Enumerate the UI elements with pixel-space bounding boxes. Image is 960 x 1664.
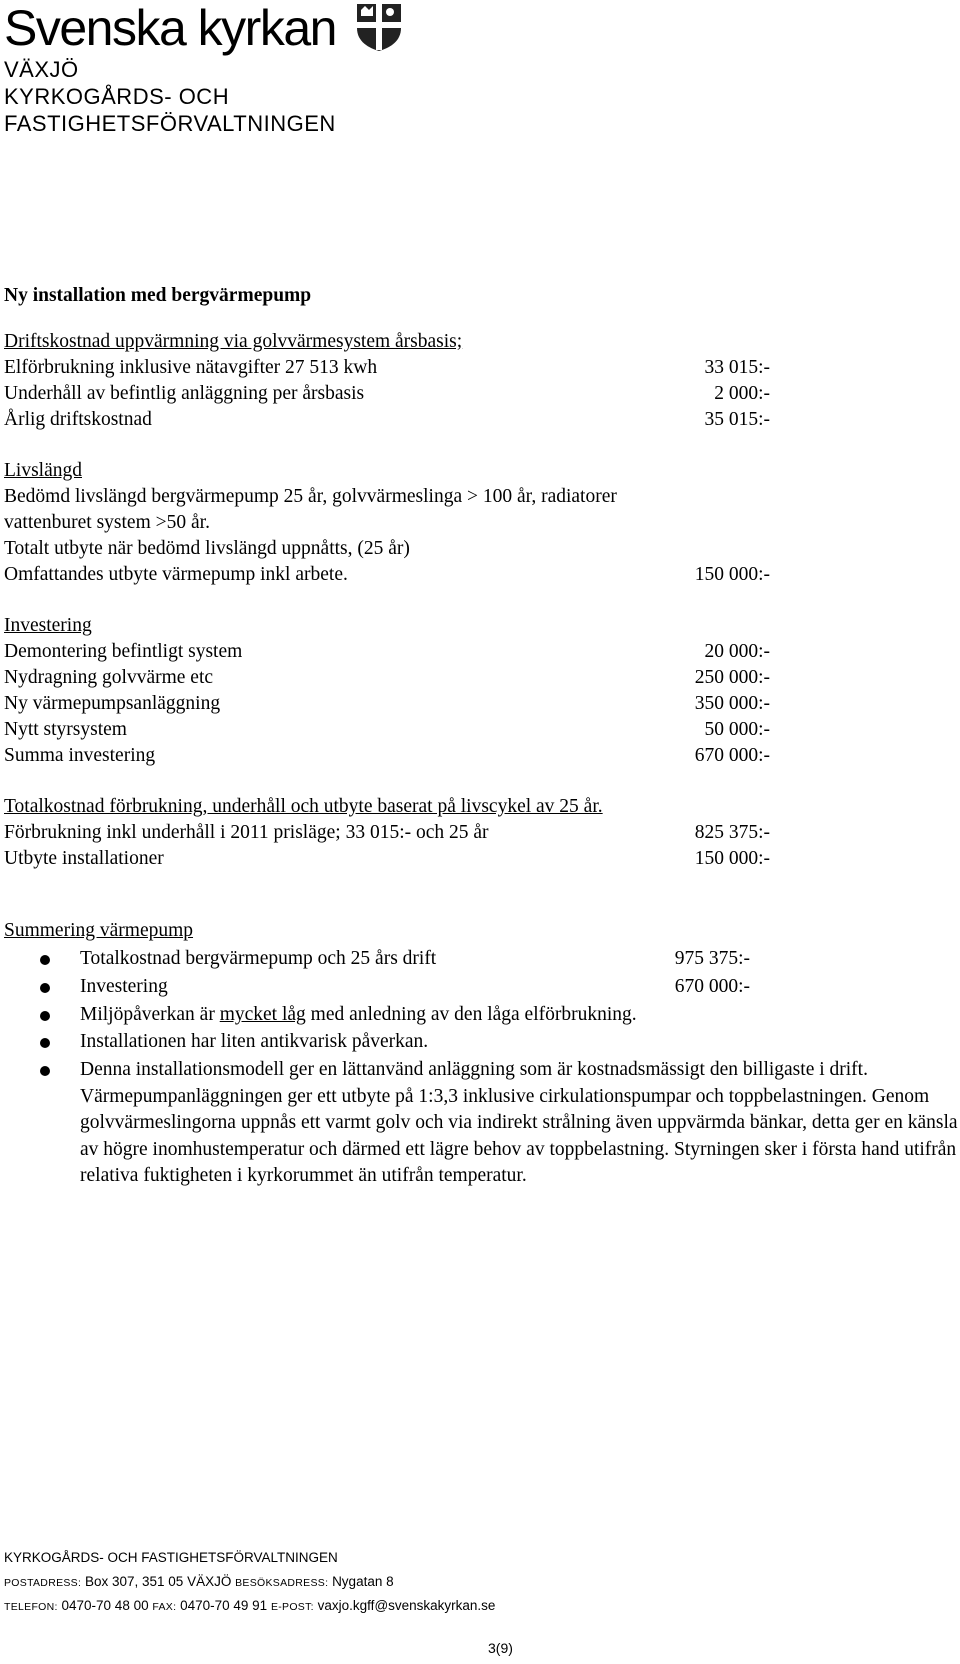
investering-row-amount: 350 000:- xyxy=(694,693,770,714)
footer-besok: Nygatan 8 xyxy=(332,1574,394,1589)
footer-postadress-label: POSTADRESS: xyxy=(4,1577,82,1589)
totalkostnad-row-label: Förbrukning inkl underhåll i 2011 prisläge; 33 015:- och 25 år xyxy=(4,822,489,843)
livslangd-line: vattenburet system >50 år. xyxy=(4,512,210,533)
footer-epost-label: E-POST: xyxy=(270,1601,314,1613)
investering-row-amount: 670 000:- xyxy=(694,745,770,766)
livslangd-heading: Livslängd xyxy=(4,460,82,481)
investering-row-label: Nydragning golvvärme etc xyxy=(4,667,214,688)
summering-item-miljo xyxy=(80,1004,637,1026)
page-number: 3(9) xyxy=(488,1640,513,1656)
totalkostnad-row-label: Utbyte installationer xyxy=(4,848,164,869)
org-name: Svenska kyrkan xyxy=(4,0,336,56)
footer-epost: vaxjo.kgff@svenskakyrkan.se xyxy=(317,1598,496,1613)
investering-row-label: Demontering befintligt system xyxy=(4,641,243,662)
bullet-icon xyxy=(40,983,50,993)
investering-heading: Investering xyxy=(4,615,92,636)
investering-row-amount: 20 000:- xyxy=(704,641,770,662)
drift-heading: Driftskostnad uppvärmning via golvvärmesystem årsbasis; xyxy=(4,331,463,352)
footer-contact-line xyxy=(4,1598,495,1613)
investering-row-label: Nytt styrsystem xyxy=(4,719,127,740)
drift-row-amount: 33 015:- xyxy=(704,357,770,378)
livslangd-line: Omfattandes utbyte värmepump inkl arbete. xyxy=(4,564,348,585)
totalkostnad-row-amount: 825 375:- xyxy=(694,822,770,843)
summering-item-label: Investering xyxy=(80,976,168,997)
drift-row-label: Elförbrukning inklusive nätavgifter 27 513 kwh xyxy=(4,357,378,378)
summering-item-label: Totalkostnad bergvärmepump och 25 års drift xyxy=(80,948,437,969)
miljo-text-emphasis: mycket låg xyxy=(219,1004,306,1025)
drift-row-amount: 35 015:- xyxy=(704,409,770,430)
bullet-icon xyxy=(40,1038,50,1048)
org-sub-line1: VÄXJÖ xyxy=(4,57,79,82)
footer-postadress: Box 307, 351 05 VÄXJÖ xyxy=(84,1574,232,1589)
investering-row-label: Summa investering xyxy=(4,745,156,766)
org-sub-line3: FASTIGHETSFÖRVALTNINGEN xyxy=(4,111,336,136)
summering-item-amount: 975 375:- xyxy=(674,948,750,969)
livslangd-line: Bedömd livslängd bergvärmepump 25 år, golvvärmeslinga > 100 år, radiatorer xyxy=(4,486,617,507)
footer-fax-label: FAX: xyxy=(152,1601,177,1613)
summering-item-antikvarisk: Installationen har liten antikvarisk påverkan. xyxy=(80,1031,429,1052)
miljo-text-post: med anledning av den låga elförbrukning. xyxy=(305,1004,637,1025)
document-title: Ny installation med bergvärmepump xyxy=(4,285,312,306)
drift-row-label: Årlig driftskostnad xyxy=(4,409,152,430)
drift-row-label: Underhåll av befintlig anläggning per årsbasis xyxy=(4,383,365,404)
livslangd-line: Totalt utbyte när bedömd livslängd uppnåtts, (25 år) xyxy=(4,538,410,559)
investering-row-amount: 250 000:- xyxy=(694,667,770,688)
footer-fax: 0470-70 49 91 xyxy=(180,1598,268,1613)
miljo-text-pre: Miljöpåverkan är xyxy=(80,1004,220,1025)
livslangd-amount: 150 000:- xyxy=(694,564,770,585)
footer-telefon-label: TELEFON: xyxy=(4,1601,58,1613)
bullet-icon xyxy=(40,1066,50,1076)
footer-address-line xyxy=(4,1574,394,1589)
footer-besok-label: BESÖKSADRESS: xyxy=(235,1577,329,1589)
footer-org: KYRKOGÅRDS- OCH FASTIGHETSFÖRVALTNINGEN xyxy=(4,1550,338,1565)
footer-telefon: 0470-70 48 00 xyxy=(61,1598,149,1613)
summering-heading: Summering värmepump xyxy=(4,920,194,941)
totalkostnad-row-amount: 150 000:- xyxy=(694,848,770,869)
drift-row-amount: 2 000:- xyxy=(714,383,770,404)
summering-item-amount: 670 000:- xyxy=(674,976,750,997)
org-sub-line2: KYRKOGÅRDS- OCH xyxy=(4,84,230,109)
bullet-icon xyxy=(40,955,50,965)
church-crest-icon xyxy=(355,2,403,52)
investering-row-amount: 50 000:- xyxy=(704,719,770,740)
bullet-icon xyxy=(40,1011,50,1021)
investering-row-label: Ny värmepumpsanläggning xyxy=(4,693,221,714)
totalkostnad-heading: Totalkostnad förbrukning, underhåll och utbyte baserat på livscykel av 25 år. xyxy=(4,796,603,817)
summering-item-description: Denna installationsmodell ger en lättanvänd anläggning som är kostnadsmässigt den billigaste i drift. Värmepumpanläggningen ger ett utbyte på 1:3,3 inklusive cirkulationspumpar och toppbelastningen. Genom golvvärmeslingorna uppnås ett varmt golv och via indirekt strålning även uppvärmda bänkar, detta ger en känsla av högre inomhustemperatur och därmed ett lägre behov av toppbelastning. Styrningen sker i första hand utifrån relativa fuktigheten i kyrkorummet än utifrån temperatur. xyxy=(80,1059,958,1186)
